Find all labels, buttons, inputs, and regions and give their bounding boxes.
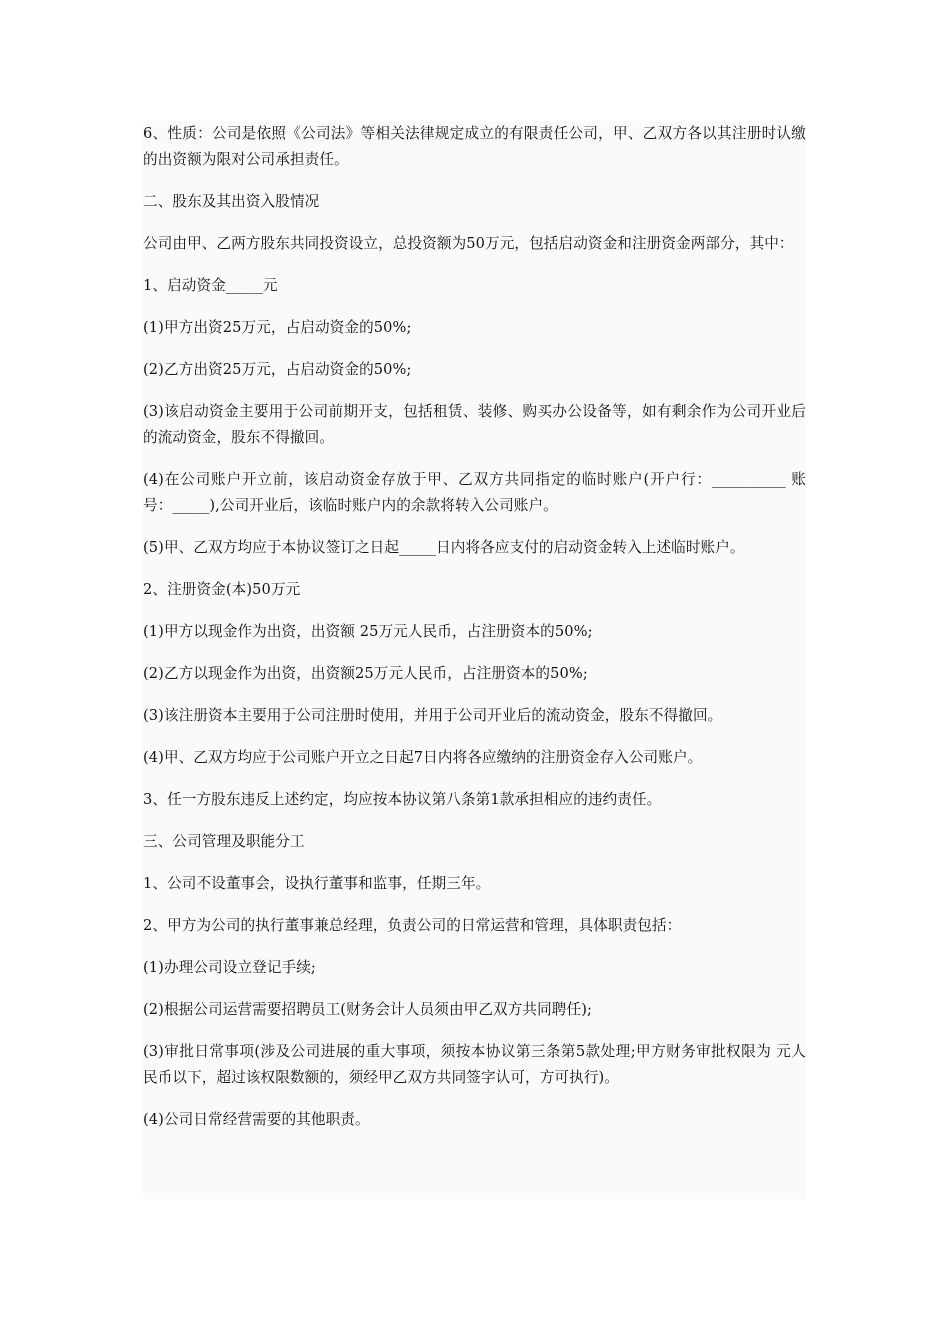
paragraph-duty-hiring: (2)根据公司运营需要招聘员工(财务会计人员须由甲乙双方共同聘任); (143, 1001, 593, 1018)
paragraph-registered-capital: 2、注册资金(本)50万元 (143, 581, 301, 598)
paragraph-temporary-account: (4)在公司账户开立前，该启动资金存放于甲、乙双方共同指定的临时账户(开户行：__________ 账号：_____),公司开业后，该临时账户内的余款将转入公司账户。 (143, 471, 806, 514)
paragraph-nature: 6、性质：公司是依照《公司法》等相关法律规定成立的有限责任公司，甲、乙双方各以其注册时认缴的出资额为限对公司承担责任。 (143, 125, 806, 168)
section-heading-management: 三、公司管理及职能分工 (143, 833, 305, 850)
paragraph-no-board: 1、公司不设董事会，设执行董事和监事，任期三年。 (143, 875, 491, 892)
paragraph-startup-party-a: (1)甲方出资25万元，占启动资金的50%; (143, 319, 412, 336)
paragraph-breach-liability: 3、任一方股东违反上述约定，均应按本协议第八条第1款承担相应的违约责任。 (143, 791, 662, 808)
paragraph-capital-party-b: (2)乙方以现金作为出资，出资额25万元人民币，占注册资本的50%; (143, 665, 588, 682)
paragraph-startup-usage: (3)该启动资金主要用于公司前期开支，包括租赁、装修、购买办公设备等，如有剩余作为公司开业后的流动资金，股东不得撤回。 (143, 403, 806, 446)
paragraph-capital-usage: (3)该注册资本主要用于公司注册时使用，并用于公司开业后的流动资金，股东不得撤回。 (143, 707, 723, 724)
paragraph-duty-registration: (1)办理公司设立登记手续; (143, 959, 316, 976)
paragraph-investment: 公司由甲、乙两方股东共同投资设立，总投资额为50万元，包括启动资金和注册资金两部分，其中： (143, 235, 794, 252)
paragraph-capital-deadline: (4)甲、乙双方均应于公司账户开立之日起7日内将各应缴纳的注册资金存入公司账户。 (143, 749, 703, 766)
section-heading-shareholders: 二、股东及其出资入股情况 (143, 193, 320, 210)
paragraph-duty-approval: (3)审批日常事项(涉及公司进展的重大事项，须按本协议第三条第5款处理;甲方财务审批权限为 元人民币以下，超过该权限数额的，须经甲乙双方共同签字认可，方可执行)。 (143, 1043, 806, 1086)
paragraph-startup-fund: 1、启动资金_____元 (143, 277, 278, 294)
document-body (143, 121, 806, 1199)
paragraph-startup-deadline: (5)甲、乙双方均应于本协议签订之日起_____日内将各应支付的启动资金转入上述临时账户。 (143, 539, 745, 556)
paragraph-startup-party-b: (2)乙方出资25万元，占启动资金的50%; (143, 361, 412, 378)
paragraph-executive-director: 2、甲方为公司的执行董事兼总经理，负责公司的日常运营和管理，具体职责包括： (143, 917, 682, 934)
paragraph-duty-other: (4)公司日常经营需要的其他职责。 (143, 1111, 370, 1128)
paragraph-capital-party-a: (1)甲方以现金作为出资，出资额 25万元人民币，占注册资本的50%; (143, 623, 593, 640)
